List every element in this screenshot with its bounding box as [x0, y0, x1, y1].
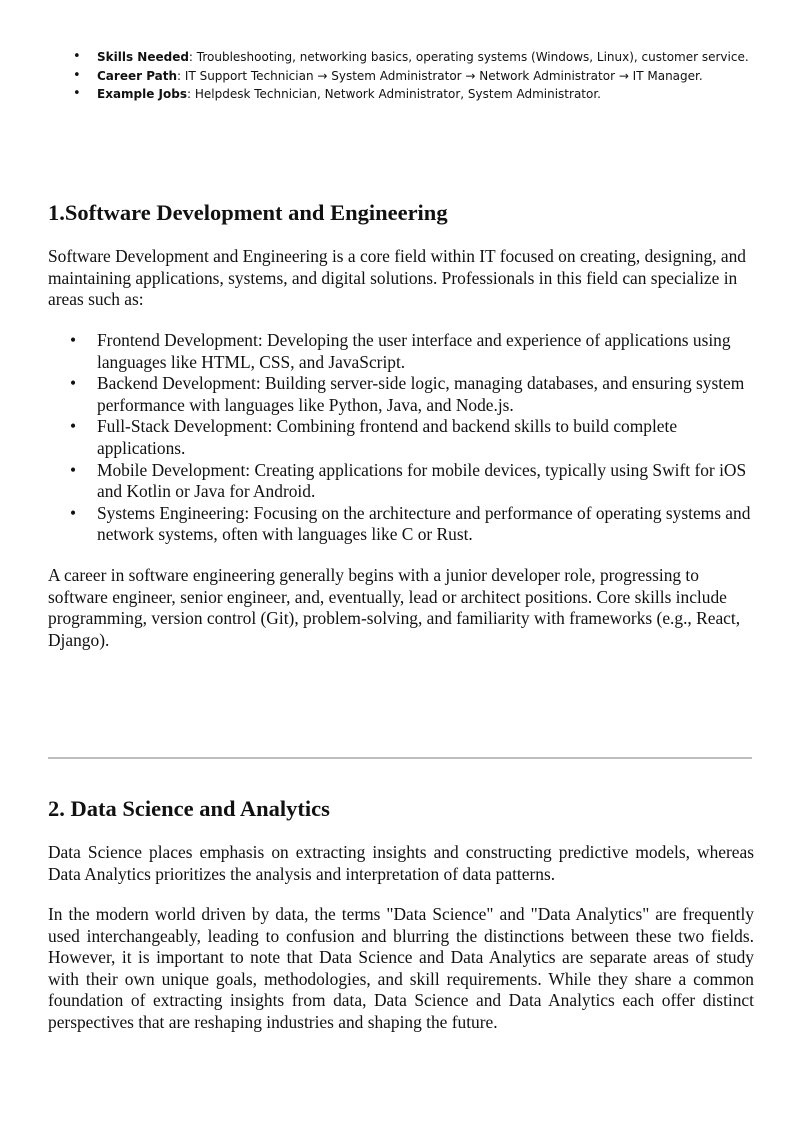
list-item: • Systems Engineering: Focusing on the architecture and performance of operating systems and network systems, often with languages like C or Rust. — [48, 503, 754, 546]
list-item: • Full-Stack Development: Combining frontend and backend skills to build complete applications. — [48, 416, 754, 459]
career-progression-paragraph: A career in software engineering generally begins with a junior developer role, progressing to software engineer, senior engineer, and, eventually, lead or architect positions. Core skills include programming, version control (Git), problem-solving, and familiarity with frameworks (e.g., React, Django). — [48, 565, 741, 650]
section-heading-data-science: 2. Data Science and Analytics — [48, 796, 330, 821]
list-item — [48, 67, 768, 86]
list-item — [48, 48, 768, 67]
list-item-label: Skills Needed — [97, 50, 189, 64]
list-item-text: : Helpdesk Technician, Network Administrator, System Administrator. — [187, 87, 601, 101]
list-item — [48, 85, 768, 104]
section-divider — [48, 757, 752, 759]
list-item-label: Example Jobs — [97, 87, 187, 101]
list-item: • Backend Development: Building server-side logic, managing databases, and ensuring system performance with languages like Python, Java, and Node.js. — [48, 373, 754, 416]
section-intro-paragraph: Software Development and Engineering is a core field within IT focused on creating, designing, and maintaining applications, systems, and digital solutions. Professionals in this field can specialize in areas such as: — [48, 246, 746, 310]
list-item: • Mobile Development: Creating applications for mobile devices, typically using Swift for iOS and Kotlin or Java for Android. — [48, 460, 754, 503]
list-item-text: : IT Support Technician → System Administrator → Network Administrator → IT Manager. — [177, 68, 703, 83]
data-science-body-paragraph: In the modern world driven by data, the terms "Data Science" and "Data Analytics" are frequently used interchangeably, leading to confusion and blurring the distinctions between these two fields. However, it is important to note that Data Science and Data Analytics are separate areas of study with their own unique goals, methodologies, and skill requirements. While they share a common foundation of extracting insights from data, Data Science and Data Analytics each offer distinct perspectives that are reshaping industries and shaping the future. — [48, 904, 754, 1032]
list-item: • Frontend Development: Developing the user interface and experience of applications using languages like HTML, CSS, and JavaScript. — [48, 330, 754, 373]
section-heading-software: 1.Software Development and Engineering — [48, 200, 448, 225]
list-item-label: Career Path — [97, 68, 178, 83]
career-details-list — [48, 48, 768, 104]
specialization-list — [48, 330, 754, 546]
data-science-summary-paragraph: Data Science places emphasis on extracting insights and constructing predictive models, whereas Data Analytics prioritizes the analysis and interpretation of data patterns. — [48, 842, 754, 884]
list-item-text: : Troubleshooting, networking basics, operating systems (Windows, Linux), customer service. — [188, 50, 749, 64]
